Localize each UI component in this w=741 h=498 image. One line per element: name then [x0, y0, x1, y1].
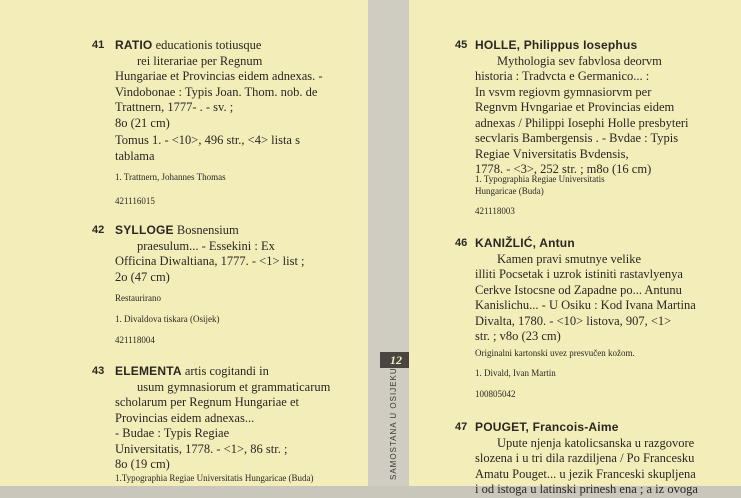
entry-line: usum gymnasiorum et grammaticarum: [137, 379, 331, 394]
entry-line: scholarum per Regnum Hungariae et: [115, 395, 299, 409]
entry-line: Trattnern, 1777- . - sv. ;: [115, 100, 234, 114]
spine-text: SAMOSTANA U OSIJEKU: [389, 367, 398, 480]
entry-line: Kamen pravi smutnye velike: [497, 251, 642, 266]
entry-line: str. ; v8o (23 cm): [475, 329, 561, 343]
entry-title: [115, 223, 239, 239]
entry-line: Kanislichu... - U Osiku : Kod Ivana Martina: [475, 298, 696, 312]
entry-number: 47: [455, 421, 468, 433]
entry-line: 8o (19 cm): [115, 457, 170, 471]
entry-line: Officina Diwaltiana, 1777. - <1> list ;: [115, 254, 305, 268]
entry-number: 45: [455, 39, 468, 51]
entry-line: In vsvm regiovm gymnasiorvm per: [475, 84, 652, 99]
entry-line: Provincias eidem adnexas...: [115, 410, 255, 425]
entry-id: 421118003: [475, 206, 515, 216]
entry-title-rest: artis cogitandi in: [181, 364, 269, 378]
entry-note: 1. Divald, Ivan Martin: [475, 368, 556, 378]
entry-title: [115, 364, 269, 380]
entry-heading: ELEMENTA: [115, 364, 182, 378]
entry-line: 2o (47 cm): [115, 269, 170, 284]
entry-line: Universitatis, 1778. - <1>, 86 str. ;: [115, 441, 288, 456]
entry-title: [475, 38, 637, 54]
entry-line: adnexas / Philippi Iosephi Holle presbyteri: [475, 115, 689, 130]
right-page: [409, 0, 741, 496]
entry-line: - Budae : Typis Regiae: [115, 426, 230, 440]
entry-heading: SYLLOGE: [115, 223, 174, 237]
entry-id: 421118004: [115, 335, 155, 345]
entry-line: Divalta, 1780. - <10> listova, 907, <1>: [475, 313, 672, 328]
entry-line: illiti Pocsetak i uzrok istiniti rastavlyenya: [475, 267, 683, 281]
entry-note: 1. Typographia Regiae Universitatis: [475, 174, 605, 184]
entry-line: slozena i u tri dila razdiljena / Po Francesku: [475, 451, 695, 465]
entry-heading: RATIO: [115, 38, 153, 52]
entry-number: 43: [92, 365, 105, 377]
entry-heading: HOLLE, Philippus Iosephus: [475, 38, 638, 52]
entry-line: 1778. - <3>, 252 str. ; m8o (16 cm): [475, 162, 652, 176]
entry-line: Vindobonae : Typis Joan. Thom. nob. de: [115, 84, 318, 99]
entry-note: Hungaricae (Buda): [475, 186, 544, 196]
entry-heading: KANIŽLIĆ, Antun: [475, 236, 575, 250]
entry-line: Amatu Pouget... u jezik Franceski skupljena: [475, 466, 696, 481]
entry-title: [475, 236, 575, 252]
entry-number: 42: [92, 224, 105, 236]
entry-line: i od istoga u latinski prinesh ena ; a iz ovoga: [475, 482, 698, 496]
entry-heading: POUGET, Francois-Aime: [475, 420, 619, 434]
page-number: 12: [380, 352, 412, 368]
entry-description: Tomus 1. - <10>, 496 str., <4> lista s: [115, 133, 300, 147]
entry-id: 421116015: [115, 196, 155, 206]
entry-title-rest: educationis totiusque: [152, 38, 262, 52]
entry-description: tablama: [115, 148, 155, 163]
entry-line: 8o (21 cm): [115, 115, 170, 130]
entry-line: Mythologia sev fabvlosa deorvm: [497, 53, 662, 68]
entry-title-rest: Bosnensium: [173, 223, 239, 237]
entry-note: 1. Trattnern, Johannes Thomas: [115, 172, 226, 182]
entry-line: Regnvm Hvngariae et Provincias eidem: [475, 100, 675, 114]
entry-line: historia : Tradvcta e Germanico... :: [475, 69, 650, 83]
entry-line: Upute njenja katolicsanska u razgovore: [497, 435, 695, 450]
entry-note: Originalni kartonski uvez presvučen kožom.: [475, 348, 635, 358]
entry-line: secvlaris Bambergensis . - Bvdae : Typis: [475, 131, 679, 145]
entry-line: Regiae Vniversitatis Bvdensis,: [475, 146, 629, 161]
entry-line: Hungariae et Provincias eidem adnexas. -: [115, 69, 323, 83]
entry-note: Restaurirano: [115, 293, 161, 303]
entry-note: 1.Typographia Regiae Universitatis Hungaricae (Buda): [115, 473, 314, 483]
entry-number: 46: [455, 237, 468, 249]
entry-number: 41: [92, 39, 105, 51]
entry-title: [115, 38, 261, 54]
left-page: [0, 0, 368, 486]
entry-line: Cerkve Istocsne od Zapadne po... Antunu: [475, 282, 682, 297]
spine-label: [374, 367, 404, 490]
entry-note: 1. Divaldova tiskara (Osijek): [115, 314, 220, 324]
entry-title: [475, 420, 619, 436]
entry-line: rei literariae per Regnum: [137, 53, 263, 68]
entry-id: 100805042: [475, 389, 516, 399]
entry-line: praesulum... - Essekini : Ex: [137, 238, 275, 253]
